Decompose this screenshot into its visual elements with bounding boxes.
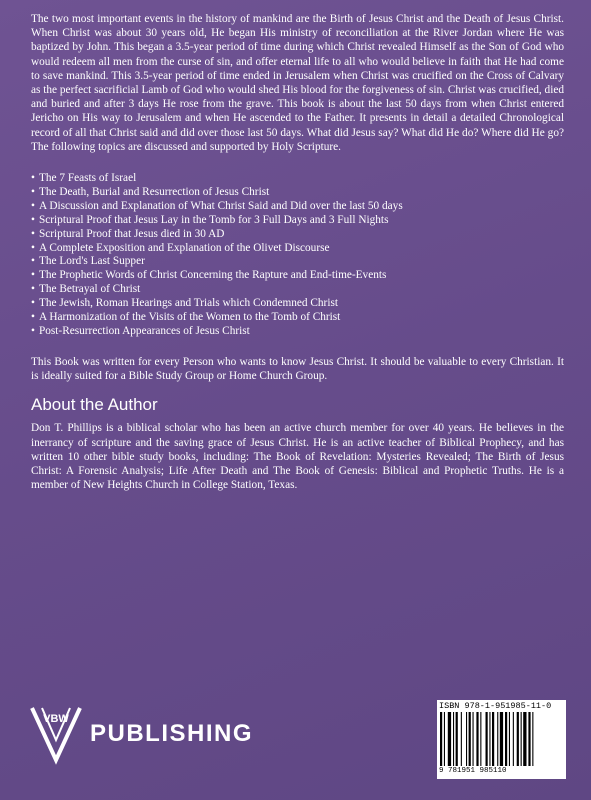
list-item: • The 7 Feasts of Israel [31,172,564,186]
list-item: • Post-Resurrection Appearances of Jesus Christ [31,325,564,339]
barcode-bar [456,712,458,766]
publisher-name: PUBLISHING [90,720,254,747]
barcode-bar [453,712,454,766]
barcode-bar [532,712,533,766]
barcode-bar [517,712,519,766]
barcode-bar [521,712,522,766]
barcode-bars [440,712,563,766]
vbw-logo-icon [28,702,84,766]
barcode-bar [444,712,445,766]
barcode-bar [509,712,510,766]
list-item: • Scriptural Proof that Jesus died in 30 AD [31,228,564,242]
topics-list [31,172,564,339]
barcode-bar [513,712,514,766]
barcode-bar [448,712,451,766]
barcode-bar [469,712,471,766]
list-item: • A Complete Exposition and Explanation of the Olivet Discourse [31,242,564,256]
barcode-bar [523,712,526,766]
author-bio: Don T. Phillips is a biblical scholar who has been an active church member for over 40 years. He believes in the inerrancy of scripture and the saving grace of Jesus Christ. He is an active teacher of Biblical Prophecy, and has written 10 other bible study books, including: The Book of Revelation: Mysteries Revealed; The Birth of Jesus Christ: A Forensic Analysis; Life After Death and The Book of Genesis: Biblical and Prophetic Truths. He is a member of New Heights Church in College Station, Texas. [31,422,564,492]
barcode-digits: 9 781951 985110 [439,767,507,775]
barcode-bar [500,712,503,766]
barcode-bar [492,712,494,766]
list-item: • The Prophetic Words of Christ Concerning the Rapture and End-time-Events [31,269,564,283]
list-item: • A Harmonization of the Visits of the Women to the Tomb of Christ [31,311,564,325]
closing-paragraph: This Book was written for every Person who wants to know Jesus Christ. It should be valuable to every Christian. It is ideally suited for a Bible Study Group or Home Church Group. [31,355,564,383]
barcode-bar [486,712,488,766]
barcode-bar [476,712,478,766]
barcode-bar [480,712,481,766]
isbn-barcode [437,700,566,779]
list-item: • The Death, Burial and Resurrection of Jesus Christ [31,186,564,200]
barcode-bar [466,712,467,766]
about-author-heading: About the Author [31,395,158,415]
list-item: • The Betrayal of Christ [31,283,564,297]
barcode-bar [528,712,530,766]
barcode-bar [440,712,442,766]
list-item: • Scriptural Proof that Jesus Lay in the Tomb for 3 Full Days and 3 Full Nights [31,214,564,228]
cover-text-block [31,12,564,492]
isbn-label: ISBN 978-1-951985-11-0 [439,701,552,711]
list-item: • The Jewish, Roman Hearings and Trials which Condemned Christ [31,297,564,311]
barcode-bar [489,712,490,766]
list-item: • The Lord's Last Supper [31,255,564,269]
barcode-bar [461,712,462,766]
intro-paragraph: The two most important events in the history of mankind are the Birth of Jesus Christ and the Death of Jesus Christ. When Christ was about 30 years old, He began His ministry of reconciliation at the River Jordan where He was baptized by John. This began a 3.5-year period of time during which Christ revealed Himself as the Son of God who would redeem all men from the curse of sin, and offer eternal life to all who would believe in faith that He had come to save mankind. This 3.5-year period of time ended in Jerusalem when Christ was crucified on the Cross of Calvary as the perfect sacrificial Lamb of God who would shed His blood for the forgiveness of sin. Christ was crucified, died and buried and after 3 days He rose from the grave. This book is about the last 50 days from when Christ entered Jericho on His way to Jerusalem and when He ascended to the Father. It presents in detail a detailed Chronological record of all that Christ said and did over those last 50 days. What did Jesus say? What did He do? Where did He go? The following topics are discussed and supported by Holy Scripture. [31,13,564,153]
publisher-logo [28,702,308,766]
logo-letter-v: VBW [43,713,69,725]
barcode-bar [497,712,498,766]
list-item: • A Discussion and Explanation of What Christ Said and Did over the last 50 days [31,200,564,214]
barcode-bar [505,712,507,766]
barcode-bar [473,712,474,766]
